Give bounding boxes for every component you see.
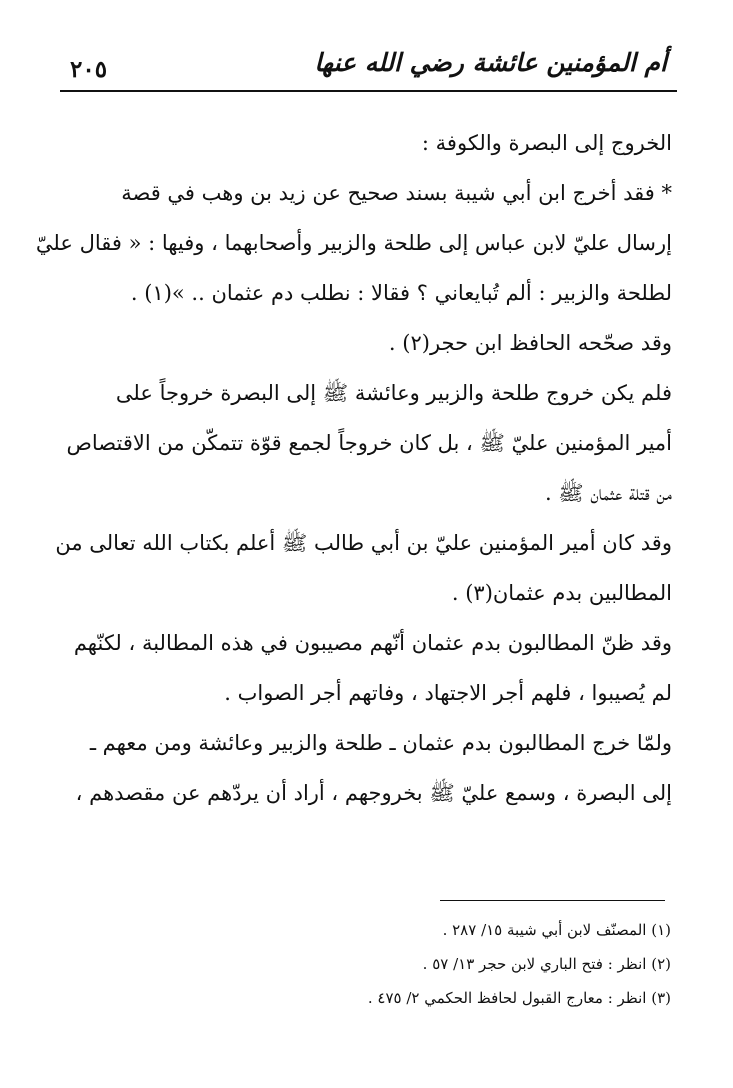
paragraph (35, 168, 672, 318)
text-line: وقد صحّحه الحافظ ابن حجر(٢) . (388, 331, 672, 355)
text-line: * فقد أخرج ابن أبي شيبة بسند صحيح عن زيد بن وهب في قصة (121, 181, 672, 205)
text-line: الخروج إلى البصرة والكوفة : (421, 131, 672, 155)
text-line: لطلحة والزبير : ألم تُبايعاني ؟ فقالا : نطلب دم عثمان .. »(١) . (130, 281, 672, 305)
running-title: أم المؤمنين عائشة رضي الله عنها (314, 48, 667, 77)
footnote: (٣) انظر : معارج القبول لحافظ الحكمي ٢/ ٤٧٥ . (367, 989, 671, 1007)
text-line: إلى البصرة ، وسمع عليّ ﷺ بخروجهم ، أراد أن يردّهم عن مقصدهم ، (75, 781, 672, 805)
footnote: (١) المصنّف لابن أبي شيبة ١٥/ ٢٨٧ . (442, 921, 671, 939)
text-line: فلم يكن خروج طلحة والزبير وعائشة ﷺ إلى البصرة خروجاً على (115, 381, 672, 405)
paragraph (62, 318, 672, 368)
paragraph (55, 518, 672, 618)
footnote: (٢) انظر : فتح الباري لابن حجر ١٣/ ٥٧ . (422, 955, 671, 973)
text-line: أمير المؤمنين عليّ ﷺ ، بل كان خروجاً لجمع قوّة تتمكّن من الاقتصاص (66, 431, 672, 455)
page-number: ٢٠٥ (70, 56, 108, 83)
footnotes (61, 913, 671, 1015)
body-text (35, 118, 672, 818)
paragraph (62, 718, 672, 818)
text-line: إرسال عليّ لابن عباس إلى طلحة والزبير وأصحابهما ، وفيها : « فقال عليّ (35, 231, 672, 255)
page-header (60, 40, 677, 92)
paragraph (62, 368, 672, 518)
footnote-divider (440, 900, 665, 901)
header-divider (60, 90, 677, 92)
text-line: وقد ظنّ المطالبون بدم عثمان أنّهم مصيبون في هذه المطالبة ، لكنّهم (73, 631, 672, 655)
text-line: لم يُصيبوا ، فلهم أجر الاجتهاد ، وفاتهم أجر الصواب . (224, 681, 672, 705)
section-heading (62, 118, 672, 168)
text-line: وقد كان أمير المؤمنين عليّ بن أبي طالب ﷺ أعلم بكتاب الله تعالى من (55, 531, 672, 555)
text-line: من قتلة عثمان ﷺ . (544, 481, 672, 505)
paragraph (62, 618, 672, 718)
text-line: المطالبين بدم عثمان(٣) . (451, 581, 672, 605)
text-line: ولمّا خرج المطالبون بدم عثمان ـ طلحة والزبير وعائشة ومن معهم ـ (89, 731, 672, 755)
